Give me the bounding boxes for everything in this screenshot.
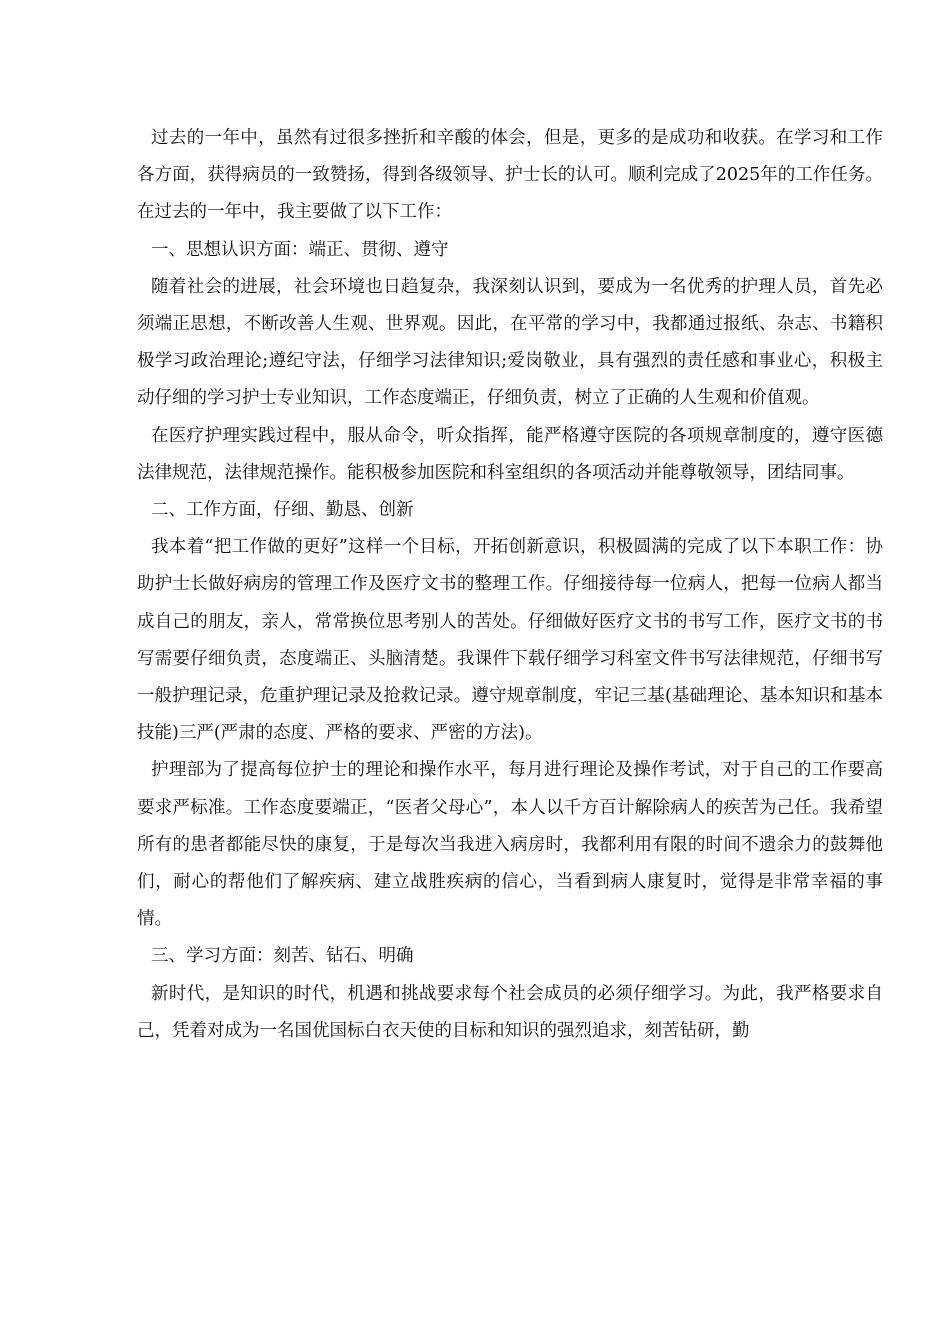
section-heading-ideology: 一、思想认识方面：端正、贯彻、遵守 [151,239,449,260]
section-heading-study: 三、学习方面：刻苦、钻石、明确 [151,946,414,967]
section-heading-work: 二、工作方面，仔细、勤恳、创新 [151,500,414,521]
paragraph-ideology: 随着社会的进展，社会环境也日趋复杂，我深刻认识到，要成为一名优秀的护理人员，首先必须端正思想，不断改善人生观、世界观。因此，在平常的学习中，我都通过报纸、杂志、书籍积极学习政治理论;遵纪守法，仔细学习法律知识;爱岗敬业，具有强烈的责任感和事业心，积极主动仔细的学习护士专业知识，工作态度端正，仔细负责，树立了正确的人生观和价值观。 [137,276,883,409]
paragraph-intro: 过去的一年中，虽然有过很多挫折和辛酸的体会，但是，更多的是成功和收获。在学习和工作各方面，获得病员的一致赞扬，得到各级领导、护士长的认可。顺利完成了2025年的工作任务。在过去的一年中，我主要做了以下工作： [137,128,883,223]
paragraph-study: 新时代，是知识的时代，机遇和挑战要求每个社会成员的必须仔细学习。为此，我严格要求自己，凭着对成为一名国优国标白衣天使的目标和知识的强烈追求，刻苦钻研，勤 [137,983,883,1041]
paragraph-nursing-dept: 护理部为了提高每位护士的理论和操作水平，每月进行理论及操作考试，对于自己的工作要高要求严标准。工作态度要端正，“医者父母心”，本人以千方百计解除病人的疾苦为己任。我希望所有的患者都能尽快的康复，于是每次当我进入病房时，我都利用有限的时间不遗余力的鼓舞他们，耐心的帮他们了解疾病、建立战胜疾病的信心，当看到病人康复时，觉得是非常幸福的事情。 [137,760,883,930]
document-body [137,120,883,1050]
paragraph-work: 我本着“把工作做的更好”这样一个目标，开拓创新意识，积极圆满的完成了以下本职工作：协助护士长做好病房的管理工作及医疗文书的整理工作。仔细接待每一位病人，把每一位病人都当成自己的朋友，亲人，常常换位思考别人的苦处。仔细做好医疗文书的书写工作，医疗文书的书写需要仔细负责，态度端正、头脑清楚。我课件下载仔细学习科室文件书写法律规范，仔细书写一般护理记录，危重护理记录及抢救记录。遵守规章制度，牢记三基(基础理论、基本知识和基本技能)三严(严肃的态度、严格的要求、严密的方法)。 [137,537,883,744]
paragraph-practice: 在医疗护理实践过程中，服从命令，听众指挥，能严格遵守医院的各项规章制度的，遵守医德法律规范，法律规范操作。能积极参加医院和科室组织的各项活动并能尊敬领导，团结同事。 [137,425,883,483]
